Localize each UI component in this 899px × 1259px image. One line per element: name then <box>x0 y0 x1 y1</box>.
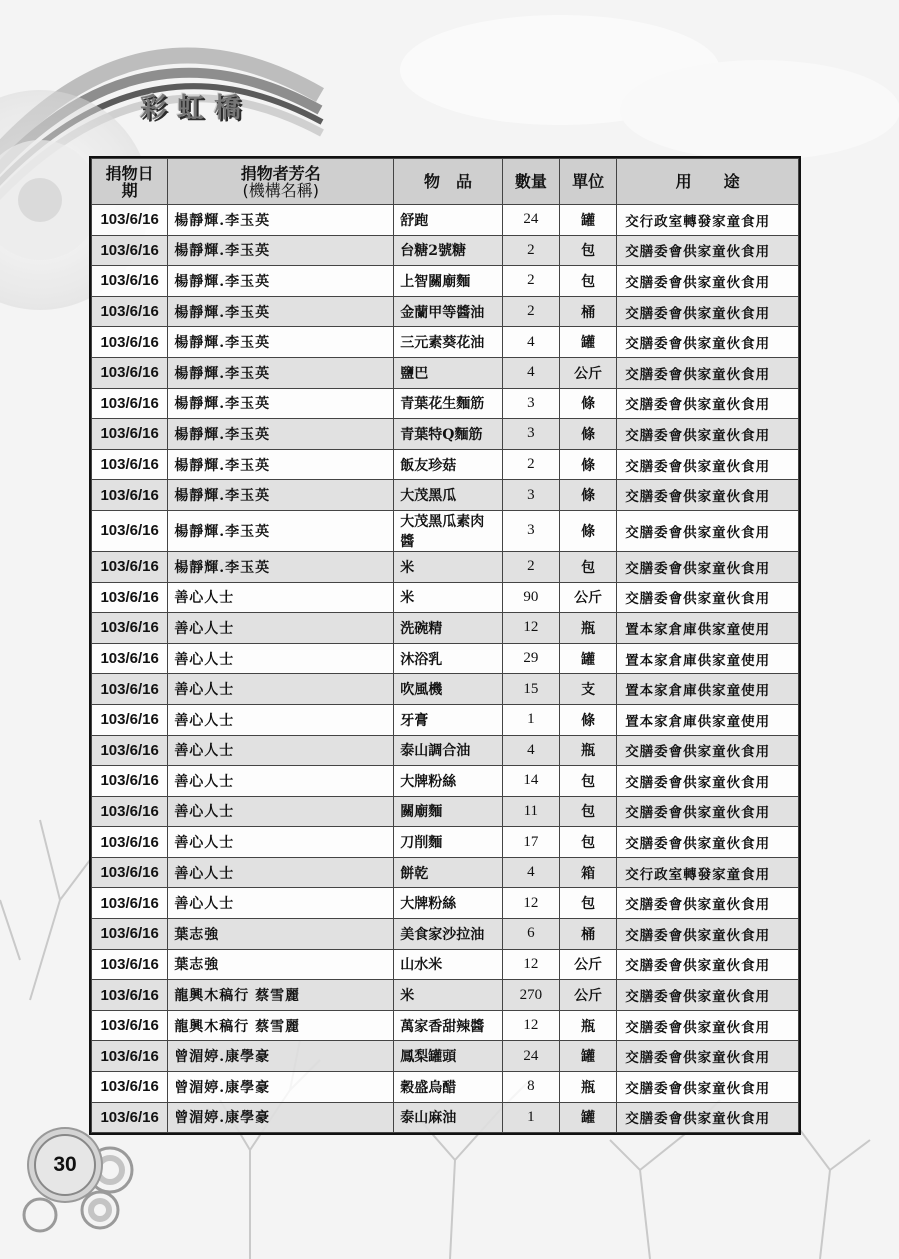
table-row <box>92 510 799 551</box>
table-header-row <box>92 159 799 205</box>
table-row <box>92 949 799 980</box>
cell-unit: 包 <box>559 796 616 827</box>
cell-donor: 善心人士 <box>168 704 394 735</box>
table-row <box>92 827 799 858</box>
cell-use: 交膳委會供家童伙食用 <box>617 582 799 613</box>
cell-date: 103/6/16 <box>92 582 168 613</box>
table-row <box>92 766 799 797</box>
page-title: 彩虹橋 <box>140 93 251 124</box>
cell-donor: 善心人士 <box>168 674 394 705</box>
table-row <box>92 1072 799 1103</box>
cell-use: 交膳委會供家童伙食用 <box>617 357 799 388</box>
cell-unit: 罐 <box>559 643 616 674</box>
cell-unit: 包 <box>559 827 616 858</box>
header-item: 物 品 <box>394 159 502 205</box>
header-date: 捐物日期 <box>92 159 168 205</box>
table-row <box>92 1041 799 1072</box>
cell-date: 103/6/16 <box>92 1010 168 1041</box>
cell-qty: 11 <box>502 796 559 827</box>
cell-use: 交膳委會供家童伙食用 <box>617 796 799 827</box>
cell-item: 台糖2號糖 <box>394 235 502 266</box>
cell-donor: 楊靜輝.李玉英 <box>168 296 394 327</box>
cell-date: 103/6/16 <box>92 296 168 327</box>
cell-date: 103/6/16 <box>92 449 168 480</box>
cell-unit: 條 <box>559 480 616 511</box>
cell-item: 沐浴乳 <box>394 643 502 674</box>
cell-donor: 曾湄婷.康學豪 <box>168 1102 394 1133</box>
cell-donor: 善心人士 <box>168 857 394 888</box>
cell-date: 103/6/16 <box>92 674 168 705</box>
cell-date: 103/6/16 <box>92 613 168 644</box>
cell-donor: 楊靜輝.李玉英 <box>168 480 394 511</box>
cell-donor: 楊靜輝.李玉英 <box>168 551 394 582</box>
cell-item: 大牌粉絲 <box>394 766 502 797</box>
cell-qty: 3 <box>502 388 559 419</box>
cell-item: 刀削麵 <box>394 827 502 858</box>
table-row <box>92 1102 799 1133</box>
cell-use: 交膳委會供家童伙食用 <box>617 980 799 1011</box>
cell-use: 交膳委會供家童伙食用 <box>617 949 799 980</box>
cell-qty: 2 <box>502 551 559 582</box>
cell-unit: 罐 <box>559 1041 616 1072</box>
cell-qty: 4 <box>502 857 559 888</box>
cell-item: 美食家沙拉油 <box>394 919 502 950</box>
cell-item: 牙膏 <box>394 704 502 735</box>
cell-use: 交膳委會供家童伙食用 <box>617 388 799 419</box>
cell-item: 青葉特Q麵筋 <box>394 419 502 450</box>
cell-item: 泰山麻油 <box>394 1102 502 1133</box>
cell-unit: 桶 <box>559 296 616 327</box>
cell-unit: 罐 <box>559 1102 616 1133</box>
cell-qty: 6 <box>502 919 559 950</box>
cell-unit: 條 <box>559 388 616 419</box>
cell-item: 米 <box>394 582 502 613</box>
cell-date: 103/6/16 <box>92 235 168 266</box>
cell-qty: 24 <box>502 1041 559 1072</box>
cell-donor: 龍興木稿行 蔡雪麗 <box>168 1010 394 1041</box>
cell-date: 103/6/16 <box>92 857 168 888</box>
cell-item: 鳳梨罐頭 <box>394 1041 502 1072</box>
table-row <box>92 388 799 419</box>
cell-item: 上智關廟麵 <box>394 266 502 297</box>
cell-qty: 3 <box>502 510 559 551</box>
header-donor-org: (機構名稱) <box>242 180 320 200</box>
cell-qty: 4 <box>502 357 559 388</box>
cell-use: 交膳委會供家童伙食用 <box>617 551 799 582</box>
cell-qty: 2 <box>502 296 559 327</box>
cell-date: 103/6/16 <box>92 919 168 950</box>
table-row <box>92 1010 799 1041</box>
cell-donor: 楊靜輝.李玉英 <box>168 388 394 419</box>
cell-donor: 善心人士 <box>168 735 394 766</box>
cell-unit: 罐 <box>559 327 616 358</box>
cell-qty: 8 <box>502 1072 559 1103</box>
cell-donor: 曾湄婷.康學豪 <box>168 1072 394 1103</box>
table-row <box>92 235 799 266</box>
header-donor-name: 捐物者芳名 <box>240 163 321 183</box>
cell-use: 交膳委會供家童伙食用 <box>617 327 799 358</box>
cell-qty: 29 <box>502 643 559 674</box>
cell-unit: 公斤 <box>559 582 616 613</box>
cell-item: 泰山調合油 <box>394 735 502 766</box>
cell-unit: 支 <box>559 674 616 705</box>
cell-qty: 90 <box>502 582 559 613</box>
cell-donor: 善心人士 <box>168 613 394 644</box>
cell-unit: 條 <box>559 704 616 735</box>
cell-use: 交行政室轉發家童食用 <box>617 205 799 236</box>
cell-donor: 善心人士 <box>168 643 394 674</box>
cell-qty: 2 <box>502 449 559 480</box>
cell-use: 交膳委會供家童伙食用 <box>617 296 799 327</box>
cell-donor: 善心人士 <box>168 796 394 827</box>
cell-donor: 善心人士 <box>168 582 394 613</box>
cell-qty: 1 <box>502 1102 559 1133</box>
cell-item: 餅乾 <box>394 857 502 888</box>
donation-table <box>91 158 799 1133</box>
cell-date: 103/6/16 <box>92 1041 168 1072</box>
cell-item: 穀盛烏醋 <box>394 1072 502 1103</box>
cell-use: 交膳委會供家童伙食用 <box>617 1041 799 1072</box>
cell-unit: 條 <box>559 419 616 450</box>
cell-date: 103/6/16 <box>92 327 168 358</box>
cell-donor: 楊靜輝.李玉英 <box>168 419 394 450</box>
header-qty: 數量 <box>502 159 559 205</box>
table-row <box>92 735 799 766</box>
cell-donor: 楊靜輝.李玉英 <box>168 205 394 236</box>
cell-date: 103/6/16 <box>92 643 168 674</box>
cell-use: 交膳委會供家童伙食用 <box>617 1102 799 1133</box>
table-row <box>92 480 799 511</box>
cell-use: 交膳委會供家童伙食用 <box>617 735 799 766</box>
page-number-badge <box>34 1134 96 1196</box>
cell-donor: 善心人士 <box>168 766 394 797</box>
header-use: 用 途 <box>617 159 799 205</box>
table-row <box>92 857 799 888</box>
cell-donor: 楊靜輝.李玉英 <box>168 266 394 297</box>
table-row <box>92 296 799 327</box>
cell-unit: 公斤 <box>559 980 616 1011</box>
cell-qty: 17 <box>502 827 559 858</box>
table-row <box>92 551 799 582</box>
cell-unit: 桶 <box>559 919 616 950</box>
cell-use: 交膳委會供家童伙食用 <box>617 766 799 797</box>
cell-item: 大茂黑瓜素肉醬 <box>394 510 502 551</box>
cell-unit: 包 <box>559 266 616 297</box>
cell-date: 103/6/16 <box>92 266 168 297</box>
cell-donor: 楊靜輝.李玉英 <box>168 357 394 388</box>
cell-unit: 公斤 <box>559 357 616 388</box>
cell-donor: 楊靜輝.李玉英 <box>168 235 394 266</box>
cell-unit: 包 <box>559 235 616 266</box>
cell-date: 103/6/16 <box>92 949 168 980</box>
cell-date: 103/6/16 <box>92 735 168 766</box>
cell-use: 交膳委會供家童伙食用 <box>617 1072 799 1103</box>
cell-use: 置本家倉庫供家童使用 <box>617 704 799 735</box>
cell-use: 置本家倉庫供家童使用 <box>617 613 799 644</box>
cell-date: 103/6/16 <box>92 766 168 797</box>
cell-unit: 箱 <box>559 857 616 888</box>
cell-date: 103/6/16 <box>92 827 168 858</box>
table-row <box>92 266 799 297</box>
cell-use: 交膳委會供家童伙食用 <box>617 480 799 511</box>
cell-qty: 270 <box>502 980 559 1011</box>
table-row <box>92 419 799 450</box>
cell-unit: 瓶 <box>559 735 616 766</box>
donation-table-container <box>89 156 801 1135</box>
cell-donor: 葉志強 <box>168 919 394 950</box>
table-row <box>92 327 799 358</box>
cell-qty: 12 <box>502 613 559 644</box>
table-row <box>92 357 799 388</box>
cell-donor: 善心人士 <box>168 888 394 919</box>
cell-qty: 2 <box>502 235 559 266</box>
cell-item: 飯友珍菇 <box>394 449 502 480</box>
cell-item: 舒跑 <box>394 205 502 236</box>
cell-qty: 4 <box>502 735 559 766</box>
cell-use: 置本家倉庫供家童使用 <box>617 643 799 674</box>
cell-item: 大牌粉絲 <box>394 888 502 919</box>
cell-donor: 曾湄婷.康學豪 <box>168 1041 394 1072</box>
cell-qty: 12 <box>502 949 559 980</box>
table-row <box>92 205 799 236</box>
cell-use: 交行政室轉發家童食用 <box>617 857 799 888</box>
cell-use: 交膳委會供家童伙食用 <box>617 919 799 950</box>
cell-item: 三元素葵花油 <box>394 327 502 358</box>
table-row <box>92 888 799 919</box>
cell-unit: 條 <box>559 449 616 480</box>
cell-donor: 龍興木稿行 蔡雪麗 <box>168 980 394 1011</box>
header-unit: 單位 <box>559 159 616 205</box>
cell-unit: 包 <box>559 766 616 797</box>
cell-donor: 善心人士 <box>168 827 394 858</box>
cell-unit: 瓶 <box>559 613 616 644</box>
cell-use: 交膳委會供家童伙食用 <box>617 510 799 551</box>
cell-item: 鹽巴 <box>394 357 502 388</box>
cell-item: 關廟麵 <box>394 796 502 827</box>
cell-qty: 3 <box>502 419 559 450</box>
cell-unit: 包 <box>559 551 616 582</box>
cell-item: 萬家香甜辣醬 <box>394 1010 502 1041</box>
table-row <box>92 643 799 674</box>
cell-item: 大茂黑瓜 <box>394 480 502 511</box>
cell-date: 103/6/16 <box>92 551 168 582</box>
cell-date: 103/6/16 <box>92 510 168 551</box>
cell-unit: 罐 <box>559 205 616 236</box>
cell-qty: 12 <box>502 1010 559 1041</box>
cell-item: 青葉花生麵筋 <box>394 388 502 419</box>
page-number: 30 <box>53 1153 77 1176</box>
cell-use: 交膳委會供家童伙食用 <box>617 235 799 266</box>
table-row <box>92 980 799 1011</box>
cell-date: 103/6/16 <box>92 480 168 511</box>
cell-use: 交膳委會供家童伙食用 <box>617 419 799 450</box>
cell-donor: 楊靜輝.李玉英 <box>168 327 394 358</box>
cell-qty: 4 <box>502 327 559 358</box>
cell-qty: 14 <box>502 766 559 797</box>
cell-use: 置本家倉庫供家童使用 <box>617 674 799 705</box>
cell-use: 交膳委會供家童伙食用 <box>617 888 799 919</box>
table-row <box>92 919 799 950</box>
cell-donor: 葉志強 <box>168 949 394 980</box>
cell-item: 金蘭甲等醬油 <box>394 296 502 327</box>
cell-qty: 1 <box>502 704 559 735</box>
cell-date: 103/6/16 <box>92 419 168 450</box>
cell-unit: 瓶 <box>559 1010 616 1041</box>
cell-qty: 2 <box>502 266 559 297</box>
cell-date: 103/6/16 <box>92 980 168 1011</box>
cell-donor: 楊靜輝.李玉英 <box>168 510 394 551</box>
cell-date: 103/6/16 <box>92 796 168 827</box>
cell-use: 交膳委會供家童伙食用 <box>617 827 799 858</box>
table-row <box>92 449 799 480</box>
table-row <box>92 613 799 644</box>
cell-item: 米 <box>394 551 502 582</box>
table-row <box>92 582 799 613</box>
cell-item: 吹風機 <box>394 674 502 705</box>
cell-date: 103/6/16 <box>92 1072 168 1103</box>
cell-qty: 12 <box>502 888 559 919</box>
cell-use: 交膳委會供家童伙食用 <box>617 449 799 480</box>
cell-date: 103/6/16 <box>92 704 168 735</box>
header-donor <box>168 159 394 205</box>
cell-donor: 楊靜輝.李玉英 <box>168 449 394 480</box>
cell-date: 103/6/16 <box>92 357 168 388</box>
table-row <box>92 704 799 735</box>
cell-date: 103/6/16 <box>92 1102 168 1133</box>
cell-qty: 3 <box>502 480 559 511</box>
cell-item: 洗碗精 <box>394 613 502 644</box>
cell-qty: 24 <box>502 205 559 236</box>
cell-qty: 15 <box>502 674 559 705</box>
cell-date: 103/6/16 <box>92 888 168 919</box>
cell-unit: 瓶 <box>559 1072 616 1103</box>
cell-date: 103/6/16 <box>92 388 168 419</box>
cell-item: 米 <box>394 980 502 1011</box>
cell-use: 交膳委會供家童伙食用 <box>617 266 799 297</box>
cell-unit: 公斤 <box>559 949 616 980</box>
table-row <box>92 796 799 827</box>
cell-item: 山水米 <box>394 949 502 980</box>
cell-use: 交膳委會供家童伙食用 <box>617 1010 799 1041</box>
table-row <box>92 674 799 705</box>
cell-date: 103/6/16 <box>92 205 168 236</box>
cell-unit: 包 <box>559 888 616 919</box>
cell-unit: 條 <box>559 510 616 551</box>
